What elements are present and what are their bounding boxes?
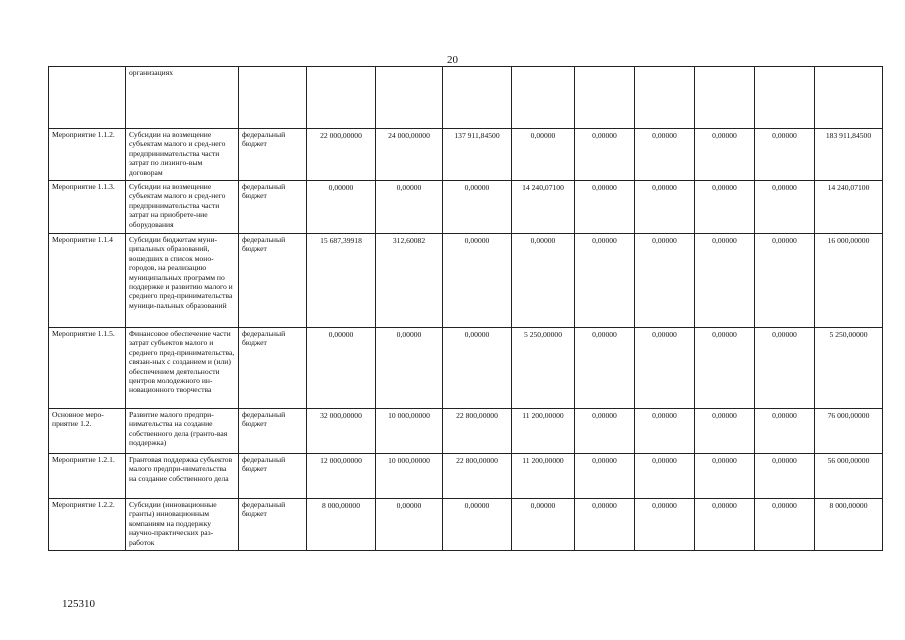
activity-description-cell: организациях xyxy=(126,67,239,129)
year-value-cell xyxy=(635,67,695,129)
activity-description-cell: Субсидии на возмещение субъектам малого и сред-него предпринимательства части затрат по лизинго-вым договорам xyxy=(126,129,239,181)
page-number: 20 xyxy=(447,54,458,66)
total-value-cell: 8 000,00000 xyxy=(815,499,883,551)
year-value-cell: 0,00000 xyxy=(512,129,575,181)
year-value-cell: 0,00000 xyxy=(755,499,815,551)
activity-description-cell: Субсидии на возмещение субъектам малого и сред-него предпринимательства части затрат на приобрете-ние оборудования xyxy=(126,181,239,234)
activity-description-cell: Финансовое обеспечение части затрат субъектов малого и среднего пред-принимательства, связан-ных с созданием и (или) обеспечением деятельности центров молодежного ин-новационного творчества xyxy=(126,328,239,409)
year-value-cell xyxy=(695,67,755,129)
activity-description-cell: Субсидии (инновационные гранты) инновационным компаниям на поддержку научно-практических раз-работок xyxy=(126,499,239,551)
budget-table xyxy=(48,66,883,551)
table-row xyxy=(49,328,883,409)
year-value-cell: 22 800,00000 xyxy=(443,409,512,454)
year-value-cell: 24 000,00000 xyxy=(376,129,443,181)
year-value-cell: 22 000,00000 xyxy=(307,129,376,181)
year-value-cell: 0,00000 xyxy=(635,454,695,499)
total-value-cell xyxy=(815,67,883,129)
year-value-cell xyxy=(307,67,376,129)
year-value-cell: 0,00000 xyxy=(443,328,512,409)
funding-source-cell: федеральный бюджет xyxy=(239,234,307,328)
total-value-cell: 76 000,00000 xyxy=(815,409,883,454)
year-value-cell: 0,00000 xyxy=(635,499,695,551)
activity-name-cell: Основное меро-приятие 1.2. xyxy=(49,409,126,454)
year-value-cell: 0,00000 xyxy=(307,328,376,409)
funding-source-cell: федеральный бюджет xyxy=(239,454,307,499)
year-value-cell: 0,00000 xyxy=(635,181,695,234)
year-value-cell: 0,00000 xyxy=(695,409,755,454)
year-value-cell: 0,00000 xyxy=(695,499,755,551)
year-value-cell xyxy=(512,67,575,129)
activity-description-cell: Субсидии бюджетам муни-ципальных образований, вошедших в список моно-городов, на реализацию муниципальных программ по поддержке и развитию малого и среднего пред-принимательства муници-пальных образований xyxy=(126,234,239,328)
year-value-cell: 0,00000 xyxy=(755,409,815,454)
year-value-cell: 10 000,00000 xyxy=(376,409,443,454)
year-value-cell xyxy=(755,67,815,129)
year-value-cell: 0,00000 xyxy=(376,181,443,234)
activity-name-cell xyxy=(49,67,126,129)
year-value-cell: 0,00000 xyxy=(695,454,755,499)
year-value-cell: 10 000,00000 xyxy=(376,454,443,499)
total-value-cell: 16 000,00000 xyxy=(815,234,883,328)
year-value-cell xyxy=(443,67,512,129)
year-value-cell: 0,00000 xyxy=(443,234,512,328)
year-value-cell: 312,60082 xyxy=(376,234,443,328)
year-value-cell: 15 687,39918 xyxy=(307,234,376,328)
year-value-cell: 12 000,00000 xyxy=(307,454,376,499)
funding-source-cell xyxy=(239,67,307,129)
year-value-cell: 0,00000 xyxy=(307,181,376,234)
total-value-cell: 5 250,00000 xyxy=(815,328,883,409)
year-value-cell: 0,00000 xyxy=(695,129,755,181)
activity-description-cell: Развитие малого предпри-нимательства на создание собственного дела (гранто-вая поддержка) xyxy=(126,409,239,454)
table-row xyxy=(49,454,883,499)
year-value-cell: 0,00000 xyxy=(575,454,635,499)
funding-source-cell: федеральный бюджет xyxy=(239,181,307,234)
table-row xyxy=(49,499,883,551)
year-value-cell: 0,00000 xyxy=(575,181,635,234)
activity-description-cell: Грантовая поддержка субъектов малого предпри-нимательства на создание собственного дела xyxy=(126,454,239,499)
year-value-cell: 0,00000 xyxy=(635,129,695,181)
year-value-cell: 22 800,00000 xyxy=(443,454,512,499)
funding-source-cell: федеральный бюджет xyxy=(239,499,307,551)
year-value-cell: 32 000,00000 xyxy=(307,409,376,454)
year-value-cell: 0,00000 xyxy=(635,234,695,328)
activity-name-cell: Мероприятие 1.2.2. xyxy=(49,499,126,551)
year-value-cell: 0,00000 xyxy=(575,129,635,181)
activity-name-cell: Мероприятие 1.1.2. xyxy=(49,129,126,181)
year-value-cell: 0,00000 xyxy=(512,499,575,551)
year-value-cell xyxy=(376,67,443,129)
table-row xyxy=(49,409,883,454)
year-value-cell: 5 250,00000 xyxy=(512,328,575,409)
activity-name-cell: Мероприятие 1.1.5. xyxy=(49,328,126,409)
year-value-cell: 0,00000 xyxy=(635,409,695,454)
year-value-cell: 11 200,00000 xyxy=(512,409,575,454)
year-value-cell: 0,00000 xyxy=(755,234,815,328)
table-body xyxy=(49,67,883,551)
year-value-cell: 0,00000 xyxy=(755,181,815,234)
activity-name-cell: Мероприятие 1.1.4 xyxy=(49,234,126,328)
total-value-cell: 183 911,84500 xyxy=(815,129,883,181)
document-code: 125310 xyxy=(62,598,95,610)
year-value-cell: 0,00000 xyxy=(575,409,635,454)
table-row xyxy=(49,67,883,129)
year-value-cell: 14 240,07100 xyxy=(512,181,575,234)
year-value-cell xyxy=(575,67,635,129)
activity-name-cell: Мероприятие 1.1.3. xyxy=(49,181,126,234)
table-row xyxy=(49,234,883,328)
year-value-cell: 0,00000 xyxy=(695,181,755,234)
year-value-cell: 0,00000 xyxy=(376,328,443,409)
year-value-cell: 0,00000 xyxy=(575,328,635,409)
year-value-cell: 137 911,84500 xyxy=(443,129,512,181)
year-value-cell: 0,00000 xyxy=(755,328,815,409)
table-row xyxy=(49,129,883,181)
year-value-cell: 0,00000 xyxy=(695,328,755,409)
year-value-cell: 0,00000 xyxy=(755,129,815,181)
funding-source-cell: федеральный бюджет xyxy=(239,129,307,181)
total-value-cell: 56 000,00000 xyxy=(815,454,883,499)
year-value-cell: 0,00000 xyxy=(695,234,755,328)
activity-name-cell: Мероприятие 1.2.1. xyxy=(49,454,126,499)
year-value-cell: 0,00000 xyxy=(575,499,635,551)
year-value-cell: 11 200,00000 xyxy=(512,454,575,499)
year-value-cell: 0,00000 xyxy=(635,328,695,409)
year-value-cell: 0,00000 xyxy=(443,181,512,234)
funding-source-cell: федеральный бюджет xyxy=(239,409,307,454)
year-value-cell: 0,00000 xyxy=(575,234,635,328)
table-row xyxy=(49,181,883,234)
year-value-cell: 0,00000 xyxy=(443,499,512,551)
total-value-cell: 14 240,07100 xyxy=(815,181,883,234)
funding-source-cell: федеральный бюджет xyxy=(239,328,307,409)
year-value-cell: 0,00000 xyxy=(755,454,815,499)
year-value-cell: 0,00000 xyxy=(376,499,443,551)
year-value-cell: 0,00000 xyxy=(512,234,575,328)
year-value-cell: 8 000,00000 xyxy=(307,499,376,551)
